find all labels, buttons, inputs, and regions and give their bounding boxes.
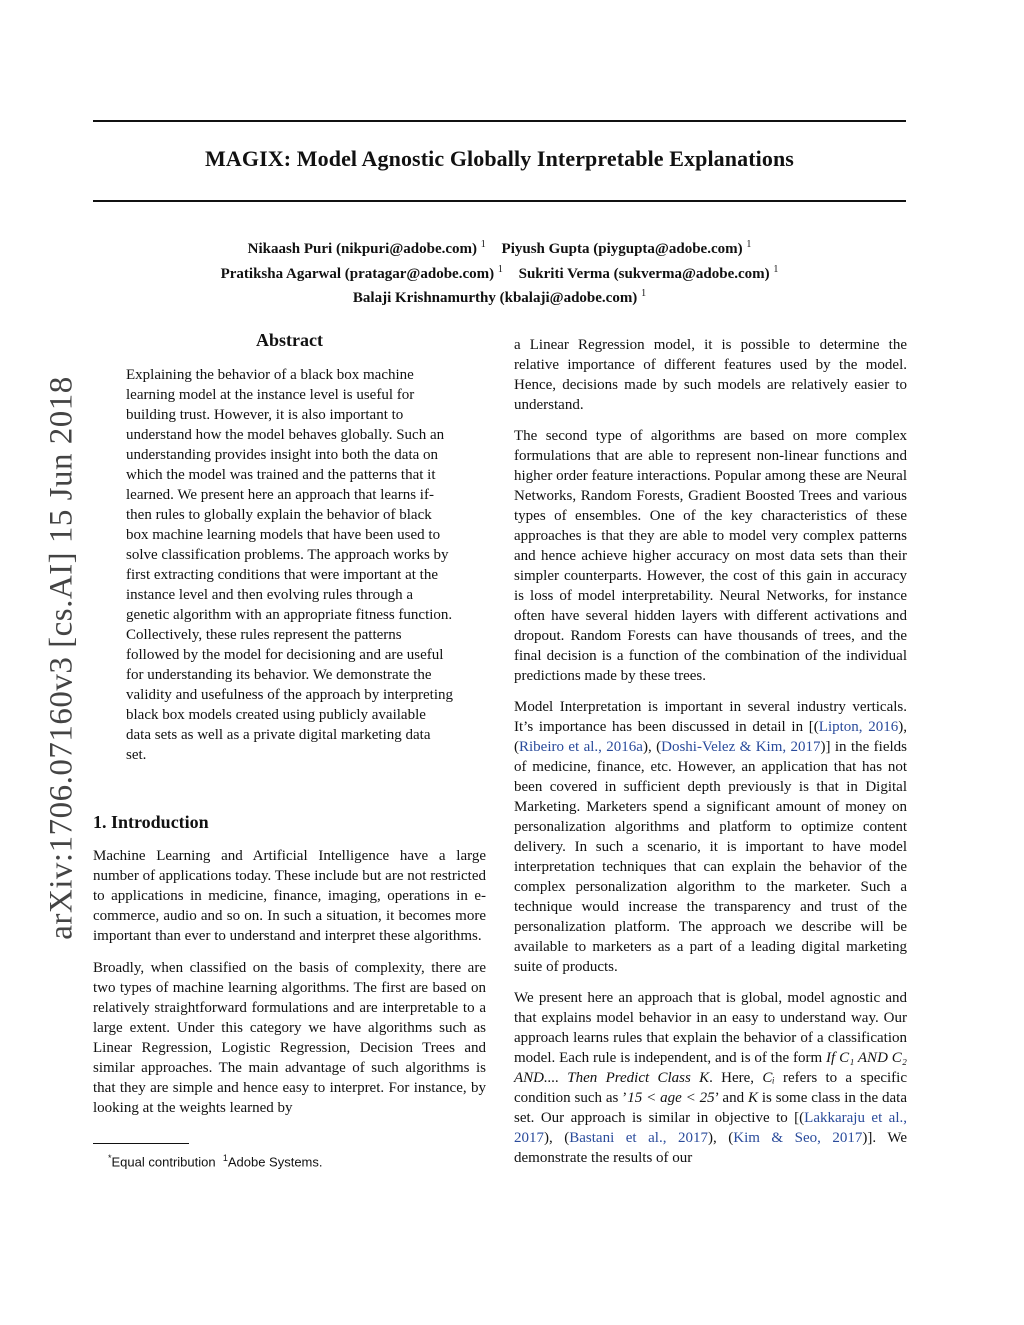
affiliation-mark: 1: [641, 288, 647, 299]
abstract-heading: Abstract: [256, 330, 323, 350]
math-condition: 15 < age < 25: [627, 1090, 715, 1106]
paragraph-text: . Here,: [709, 1070, 763, 1086]
paragraph-text: refers to a specific condition such as ’: [514, 1070, 907, 1106]
author-entry: [220, 263, 503, 282]
paragraph-text: ), (: [544, 1130, 570, 1146]
paragraph-text: )]. We demonstrate the results of our: [514, 1130, 907, 1166]
author-entry: [353, 290, 646, 306]
footnote-mark: *: [108, 1153, 112, 1163]
paragraph-text: ), (: [514, 719, 907, 755]
citation-link[interactable]: Lipton, 2016: [818, 719, 899, 735]
author-line-3: [93, 284, 906, 309]
paragraph-text: ’ and: [714, 1090, 748, 1106]
right-paragraph-3: [514, 697, 907, 977]
affiliation-mark: 1: [480, 239, 486, 250]
affiliation-mark: 1: [773, 263, 779, 275]
author-name: Sukriti Verma (sukverma@adobe.com): [518, 265, 770, 282]
paragraph-text: We present here an approach that is global, model agnostic and that explains model behavior in an easy to understand way. Our approach learns rules that explain the behavior of a classification model. Each rule is independent, and is of the form: [514, 990, 907, 1066]
footnote-text: Adobe Systems.: [227, 1154, 323, 1170]
right-column: [514, 335, 907, 1179]
citation-link[interactable]: Kim & Seo, 2017: [733, 1130, 863, 1146]
author-block: [93, 235, 906, 309]
citation-link[interactable]: Ribeiro et al., 2016a: [519, 739, 643, 755]
footnote-mark: 1: [222, 1153, 228, 1163]
author-entry: [518, 263, 779, 282]
right-paragraph-4: [514, 988, 907, 1168]
affiliation-mark: 1: [497, 263, 503, 275]
author-entry: [248, 241, 486, 257]
paper-title: MAGIX: Model Agnostic Globally Interpretable Explanations: [205, 146, 794, 171]
intro-paragraph-1: Machine Learning and Artificial Intelligence have a large number of applications today. These include but are not restricted to applications in medicine, finance, imaging, operations in e-commerce, audio and so on. In such a situation, it becomes more important than ever to understand and interpret these algorithms.: [93, 848, 486, 944]
arxiv-stamp: arXiv:1706.07160v3 [cs.AI] 15 Jun 2018: [43, 376, 80, 940]
rule-form: If C₁ AND C₂ AND.... Then Predict Class K: [514, 1050, 907, 1086]
paragraph-text: Model Interpretation is important in several industry verticals. It’s importance has been discussed in detail in [(: [514, 699, 907, 735]
paragraph-text: )] in the fields of medicine, finance, etc. However, an application that has not been covered in sufficient depth previously is that in Digital Marketing. Marketers spend a significant amount of money on personalization algorithms and platform to optimize content delivery. In such a scenario, it is important to have model interpretation techniques that can explain the behavior of the complex personalization algorithm to the marketer. Such a technique would increase the transparency and trust of the personalization platform. The approach we describe will be available to marketers as a part of a leading digital marketing suite of products.: [514, 739, 907, 975]
author-name: Nikaash Puri (nikpuri@adobe.com): [247, 241, 478, 257]
citation-link[interactable]: Bastani et al., 2017: [569, 1130, 708, 1146]
author-name: Balaji Krishnamurthy (kbalaji@adobe.com): [352, 290, 638, 306]
paragraph-text: ), (: [642, 739, 662, 755]
section-heading-introduction: 1. Introduction: [93, 812, 209, 832]
author-name: Pratiksha Agarwal (pratagar@adobe.com): [220, 265, 495, 282]
right-paragraph-1: a Linear Regression model, it is possible to determine the relative importance of different features used by the model. Hence, decisions made by such models are relatively easier to understand.: [514, 337, 907, 413]
math-symbol: Cᵢ: [762, 1070, 775, 1086]
math-symbol: K: [747, 1090, 758, 1106]
author-line-2: [93, 260, 906, 285]
left-column: [93, 330, 486, 1116]
right-paragraph-2: The second type of algorithms are based on more complex formulations that are able to represent non-linear functions and higher order feature interactions. Popular among these are Neural Networks, Random Forests, Gradient Boosted Trees and various types of ensembles. One of the key characteristics of these approaches is that they are able to model very complex patterns and hence achieve higher accuracy on most data sets than their simpler counterparts. However, the cost of this gain in accuracy is loss of model interpretability. Neural Networks, for instance often have several hidden layers with different activations and dropout. Random Forests can have thousands of trees, and the final decision is a function of the combination of the individual predictions made by these trees.: [514, 428, 907, 684]
title-rule-top: [93, 120, 906, 122]
author-name: Piyush Gupta (piygupta@adobe.com): [501, 241, 743, 257]
citation-link[interactable]: Lakkaraju et al., 2017: [514, 1110, 907, 1146]
author-entry: [502, 241, 752, 257]
intro-paragraph-2: Broadly, when classified on the basis of complexity, there are two types of machine learning algorithms. The first are based on relatively straightforward formulations and are interpretable to a large extent. Under this category we have algorithms such as Linear Regression, Logistic Regression, Decision Trees and similar approaches. The main advantage of such algorithms is that they are simple and hence easy to interpret. For instance, by looking at the weights learned by: [93, 960, 486, 1116]
title-rule-bottom: [93, 200, 906, 202]
footnote: [108, 1149, 323, 1171]
footnote-rule: [93, 1143, 189, 1144]
paragraph-text: is some class in the data set. Our approach is similar in objective to [(: [514, 1090, 907, 1126]
author-line-1: [93, 235, 906, 260]
citation-link[interactable]: Doshi-Velez & Kim, 2017: [661, 739, 821, 755]
abstract-text: Explaining the behavior of a black box machine learning model at the instance level is useful for building trust. However, it is also important to understand how the model behaves globally. Such an understanding provides insight into both the data on which the model was trained and the patterns that it learned. We present here an approach that learns if-then rules to globally explain the behavior of black box machine learning models that have been used to solve classification problems. The approach works by first extracting conditions that were important at the instance level and then evolving rules through a genetic algorithm with an appropriate fitness function. Collectively, these rules represent the patterns followed by the model for decisioning and are useful for understanding its behavior. We demonstrate the validity and usefulness of the approach by interpreting black box models created using publicly available data sets as well as a private digital marketing data set.: [126, 367, 453, 763]
paragraph-text: ), (: [707, 1130, 734, 1146]
affiliation-mark: 1: [746, 239, 752, 250]
footnote-text: Equal contribution: [111, 1154, 216, 1170]
introduction-body: [93, 846, 486, 1130]
